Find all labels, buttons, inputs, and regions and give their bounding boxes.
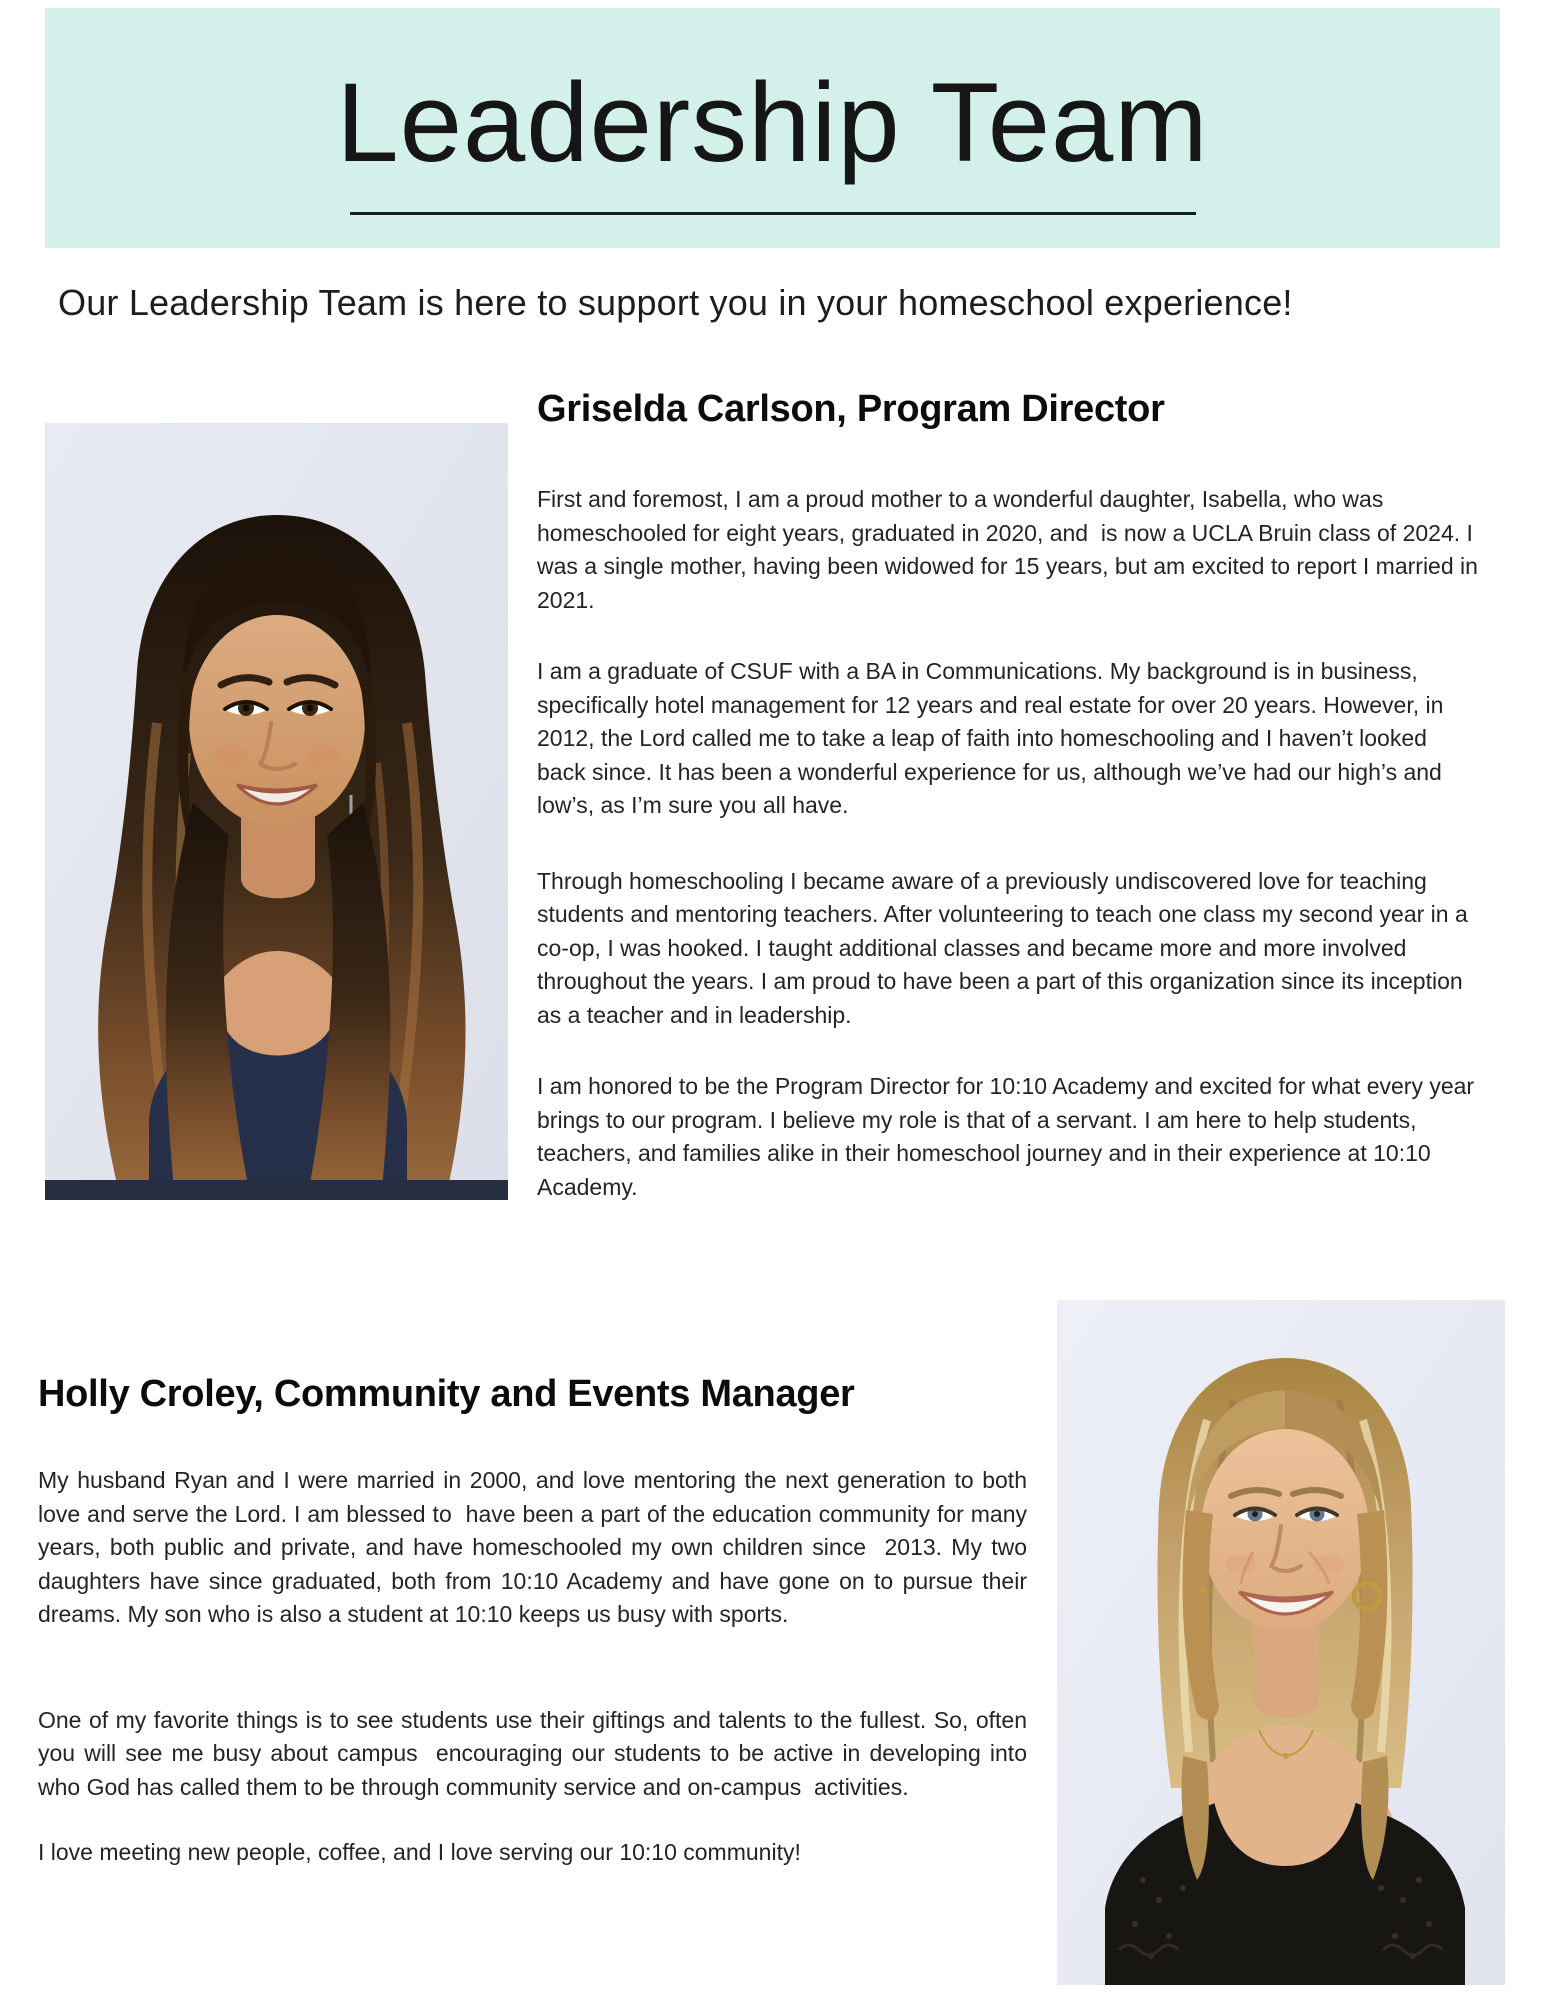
bio-paragraph: I am honored to be the Program Director for 10:10 Academy and excited for what every year brings to our program. I believe my role is that of a servant. I am here to help students, teachers, and families alike in their homeschool journey and in their experience at 10:10 Academy. <box>537 1073 1481 1200</box>
holly-portrait-illustration <box>1057 1300 1505 1985</box>
page-title: Leadership Team <box>336 60 1209 185</box>
bio-paragraph: I love meeting new people, coffee, and I love serving our 10:10 community! <box>38 1839 801 1865</box>
griselda-photo <box>45 423 508 1200</box>
griselda-heading: Griselda Carlson, Program Director <box>537 388 1165 430</box>
griselda-portrait-illustration <box>45 423 508 1200</box>
holly-photo <box>1057 1300 1505 1985</box>
page-banner <box>45 8 1500 248</box>
bio-paragraph: Through homeschooling I became aware of a previously undiscovered love for teaching students and mentoring teachers. After volunteering to teach one class my second year in a co-op, I was hooked. I taught additional classes and became more and more involved throughout the years. I am proud to have been a part of this organization since its inception as a teacher and in leadership. <box>537 867 1475 1028</box>
title-underline <box>350 212 1196 215</box>
holly-heading: Holly Croley, Community and Events Manager <box>38 1373 855 1415</box>
bio-paragraph: First and foremost, I am a proud mother to a wonderful daughter, Isabella, who was homeschooled for eight years, graduated in 2020, and is now a UCLA Bruin class of 2024. I was a single mother, having been widowed for 15 years, but am excited to report I married in 2021. <box>537 486 1485 613</box>
page-subtitle: Our Leadership Team is here to support you in your homeschool experience! <box>58 282 1293 323</box>
holly-bio-text <box>38 1464 1034 1908</box>
bio-paragraph: One of my favorite things is to see students use their giftings and talents to the fullest. So, often you will see me busy about campus encouraging our students to be active in developing into who God has called them to be through community service and on-campus activities. <box>38 1706 1034 1800</box>
bio-paragraph: My husband Ryan and I were married in 2000, and love mentoring the next generation to both love and serve the Lord. I am blessed to have been a part of the education community for many years, both public and private, and have homeschooled my own children since 2013. My two daughters have since graduated, both from 10:10 Academy and have gone on to pursue their dreams. My son who is also a student at 10:10 keeps us busy with sports. <box>38 1467 1034 1627</box>
bio-paragraph: I am a graduate of CSUF with a BA in Communications. My background is in business, specifically hotel management for 12 years and real estate for over 20 years. However, in 2012, the Lord called me to take a leap of faith into homeschooling and I haven’t looked back since. It has been a wonderful experience for us, although we’ve had our high’s and low’s, as I’m sure you all have. <box>537 658 1450 818</box>
griselda-bio-text <box>537 483 1485 1242</box>
